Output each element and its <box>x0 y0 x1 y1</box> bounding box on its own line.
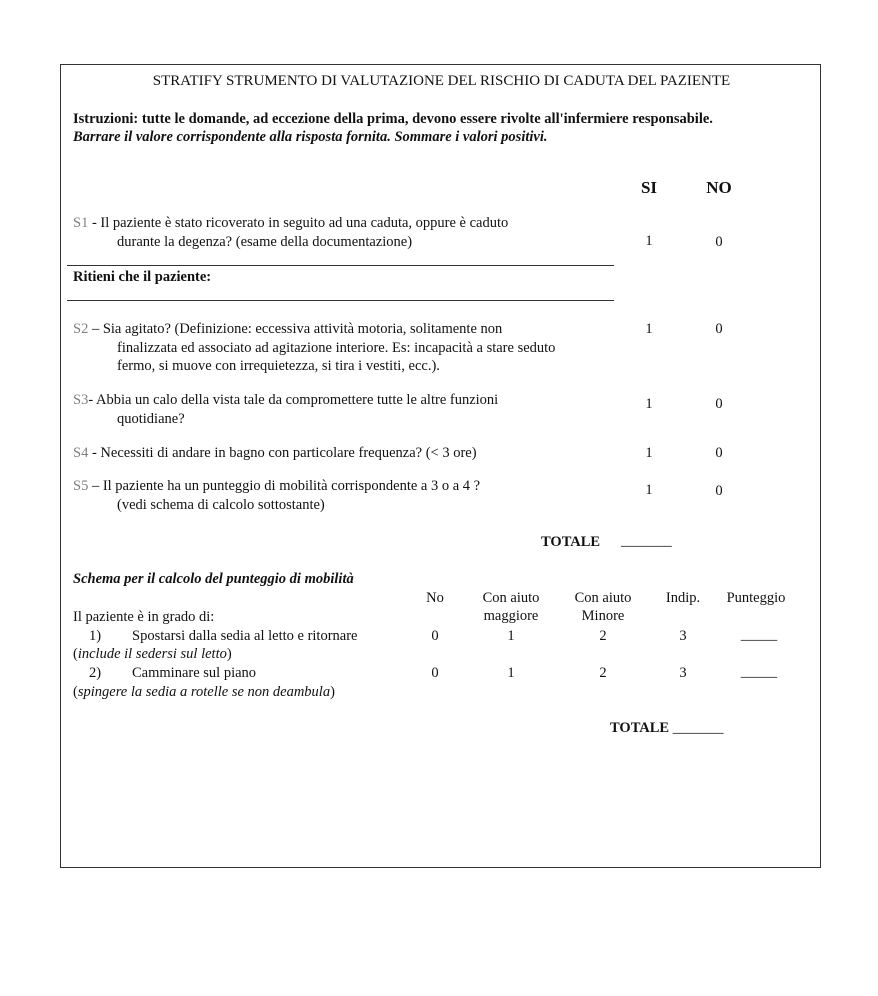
mobility-totale-blank[interactable]: _______ <box>672 720 724 736</box>
question-s3-line-2: quotidiane? <box>117 411 185 427</box>
question-s1-no-value[interactable]: 0 <box>715 234 723 250</box>
form-title: STRATIFY STRUMENTO DI VALUTAZIONE DEL RISCHIO DI CADUTA DEL PAZIENTE <box>152 73 731 89</box>
mobility-row-2-punteggio-blank[interactable]: _____ <box>740 664 778 680</box>
question-text: Il paziente è stato ricoverato in seguito ad una caduta, oppure è caduto <box>100 215 509 231</box>
question-s3-no-value[interactable]: 0 <box>715 396 723 412</box>
question-code: S3 <box>73 392 89 408</box>
question-s2-line-2: finalizzata ed associato ad agitazione interiore. Es: incapacità a stare seduto <box>117 340 556 356</box>
question-s2-line-3: fermo, si muove con irrequietezza, si tira i vestiti, ecc.). <box>117 358 440 374</box>
mobility-row-2-no-value[interactable]: 0 <box>431 665 439 681</box>
mobility-row-1-label: Spostarsi dalla sedia al letto e ritornare <box>132 628 358 644</box>
stratify-form <box>60 64 821 868</box>
mobility-row-1-no-value[interactable]: 0 <box>431 628 439 644</box>
mobility-row-1-maggiore-value[interactable]: 1 <box>507 628 515 644</box>
mobility-intro: Il paziente è in grado di: <box>73 609 215 625</box>
question-s1: S1 - Il paziente è stato ricoverato in seguito ad una caduta, oppure è caduto <box>73 215 509 231</box>
mobility-row-2-note: (spingere la sedia a rotelle se non deambula) <box>73 684 335 700</box>
question-s4-si-value[interactable]: 1 <box>645 445 653 461</box>
totale-label: TOTALE <box>541 534 601 550</box>
mobility-row-1-note: (include il sedersi sul letto) <box>73 646 232 662</box>
mobility-row-1-indip-value[interactable]: 3 <box>679 628 687 644</box>
mobility-totale <box>610 720 723 737</box>
mobility-row-2-indip-value[interactable]: 3 <box>679 665 687 681</box>
divider-rule <box>67 265 614 266</box>
mobility-title: Schema per il calcolo del punteggio di mobilità <box>73 571 354 587</box>
question-s1-si-value[interactable]: 1 <box>645 233 653 249</box>
mobility-header-aiuto-minore: Con aiuto Minore <box>574 590 632 624</box>
mobility-row-2-label: Camminare sul piano <box>132 665 257 681</box>
question-code: S2 <box>73 321 89 337</box>
mobility-row-2-num: 2) <box>89 665 102 681</box>
question-s2-si-value[interactable]: 1 <box>645 321 653 337</box>
question-text: Il paziente ha un punteggio di mobilità corrispondente a 3 o a 4 ? <box>102 478 481 494</box>
question-text: Abbia un calo della vista tale da compromettere tutte le altre funzioni <box>95 392 499 408</box>
column-header-si: SI <box>640 178 658 197</box>
question-code: S1 <box>73 215 89 231</box>
instructions-line-2: Barrare il valore corrispondente alla risposta fornita. Sommare i valori positivi. <box>73 129 548 145</box>
mobility-row-2-minore-value[interactable]: 2 <box>599 665 607 681</box>
mobility-row-1-num: 1) <box>89 628 102 644</box>
question-code: S5 <box>73 478 89 494</box>
mobility-row-1-punteggio-blank[interactable]: _____ <box>740 627 778 643</box>
question-s5-line-2: (vedi schema di calcolo sottostante) <box>117 497 325 513</box>
question-s5-si-value[interactable]: 1 <box>645 482 653 498</box>
totale-blank[interactable]: _______ <box>621 533 672 549</box>
mobility-row-1-minore-value[interactable]: 2 <box>599 628 607 644</box>
question-s1-line-2: durante la degenza? (esame della documentazione) <box>117 234 413 250</box>
question-s4: S4 - Necessiti di andare in bagno con particolare frequenza? (< 3 ore) <box>73 445 477 461</box>
mobility-header-indip: Indip. <box>665 590 701 606</box>
mobility-totale-label: TOTALE <box>610 720 670 736</box>
divider-rule <box>67 300 614 301</box>
question-s3-si-value[interactable]: 1 <box>645 396 653 412</box>
ritieni-heading: Ritieni che il paziente: <box>73 269 212 285</box>
mobility-header-no: No <box>426 590 444 606</box>
instructions-line-1: Istruzioni: tutte le domande, ad eccezione della prima, devono essere rivolte all'infermiere responsabile. <box>73 111 713 127</box>
question-s2: S2 – Sia agitato? (Definizione: eccessiva attività motoria, solitamente non <box>73 321 503 337</box>
question-text: Sia agitato? (Definizione: eccessiva attività motoria, solitamente non <box>102 321 503 337</box>
question-s5-no-value[interactable]: 0 <box>715 483 723 499</box>
mobility-header-punteggio: Punteggio <box>726 590 786 606</box>
question-s4-no-value[interactable]: 0 <box>715 445 723 461</box>
question-s2-no-value[interactable]: 0 <box>715 321 723 337</box>
mobility-row-2-maggiore-value[interactable]: 1 <box>507 665 515 681</box>
column-header-no: NO <box>706 178 732 197</box>
question-s3: S3- Abbia un calo della vista tale da compromettere tutte le altre funzioni <box>73 392 499 408</box>
mobility-header-aiuto-maggiore: Con aiuto maggiore <box>482 590 540 624</box>
question-code: S4 <box>73 445 89 461</box>
question-text: Necessiti di andare in bagno con particolare frequenza? (< 3 ore) <box>100 445 477 461</box>
question-s5: S5 – Il paziente ha un punteggio di mobilità corrispondente a 3 o a 4 ? <box>73 478 481 494</box>
